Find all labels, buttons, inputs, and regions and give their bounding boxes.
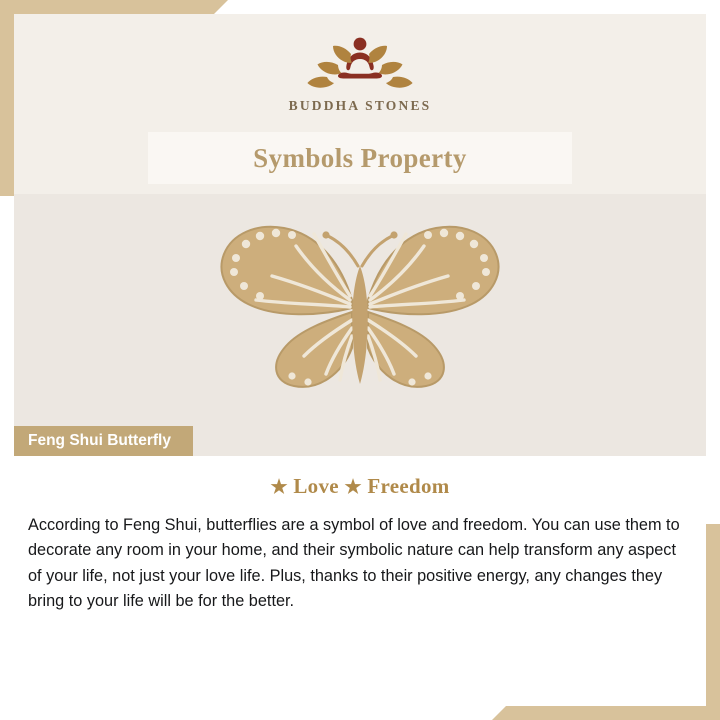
hero-stage (14, 194, 706, 456)
frame-band-bottom-right (506, 706, 720, 720)
poster-card (14, 14, 706, 706)
brand-name: BUDDHA STONES (288, 98, 432, 113)
star-icon-mid: ★ (344, 477, 362, 498)
subtitle-love: Love (293, 474, 339, 498)
content-block (14, 456, 706, 614)
frame-band-left (0, 0, 14, 182)
title-plate (148, 132, 572, 184)
content-subtitle (22, 474, 698, 499)
frame-band-top-left (0, 0, 214, 14)
hero-tag: Feng Shui Butterfly (14, 426, 193, 456)
brand-header (14, 14, 706, 132)
star-icon-left: ★ (270, 477, 288, 498)
page-title: Symbols Property (253, 142, 467, 173)
lotus-meditation-icon (285, 32, 435, 94)
content-paragraph: According to Feng Shui, butterflies are a symbol of love and freedom. You can use them to decorate any room in your home, and their symbolic nature can help transform any aspect of your life, not just your love life. Plus, thanks to their positive energy, any changes they bring to your life will be for the better. (28, 516, 680, 610)
butterfly-icon (200, 208, 520, 418)
title-band (14, 132, 706, 194)
frame-band-right (706, 538, 720, 720)
subtitle-freedom: Freedom (367, 474, 450, 498)
